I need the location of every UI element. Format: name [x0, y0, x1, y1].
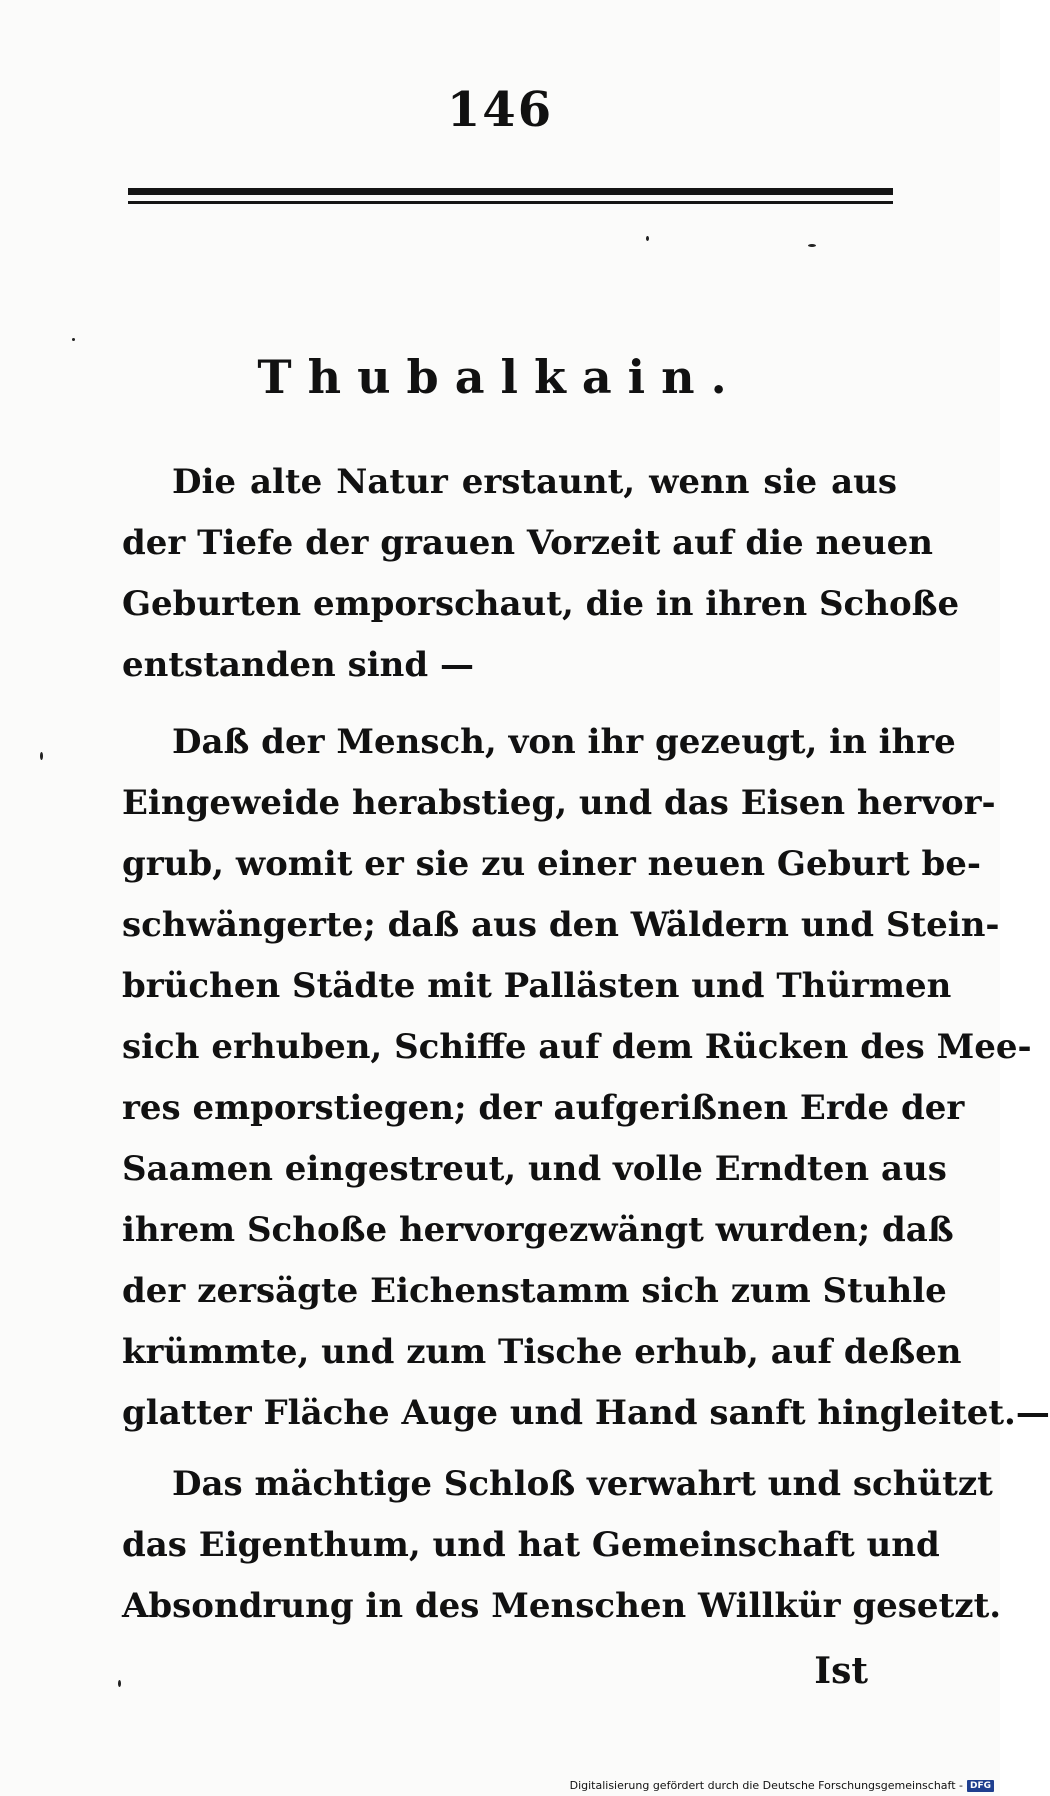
scan-speck — [646, 236, 649, 241]
text-line: Absondrung in des Menschen Willkür gesetzt. — [122, 1586, 1002, 1626]
text-line: Saamen eingestreut, und volle Erndten aus — [122, 1149, 947, 1189]
text-line: ihrem Schoße hervorgezwängt wurden; daß — [122, 1210, 954, 1250]
text-line: krümmte, und zum Tische erhub, auf deßen — [122, 1332, 962, 1372]
text-line: das Eigenthum, und hat Gemeinschaft und — [122, 1525, 940, 1565]
text-line: der Tiefe der grauen Vorzeit auf die neuen — [122, 523, 933, 563]
text-line: Geburten emporschaut, die in ihren Schoße — [122, 584, 960, 624]
text-line: Daß der Mensch, von ihr gezeugt, in ihre — [172, 722, 956, 762]
catchword: Ist — [814, 1650, 868, 1692]
paragraph-1 — [122, 452, 960, 696]
text-line: Die alte Natur erstaunt, wenn sie aus — [172, 462, 897, 502]
text-line: glatter Fläche Auge und Hand sanft hingleitet.— — [122, 1393, 1050, 1433]
chapter-title: Thubalkain. — [257, 350, 743, 404]
text-line: schwängerte; daß aus den Wäldern und Stein- — [122, 905, 1000, 945]
text-line: der zersägte Eichenstamm sich zum Stuhle — [122, 1271, 947, 1311]
header-rule-thick — [128, 188, 893, 195]
page-number: 146 — [446, 82, 554, 138]
paragraph-3 — [122, 1454, 1002, 1637]
text-line: Eingeweide herabstieg, und das Eisen hervor- — [122, 783, 996, 823]
digitization-footer — [570, 1779, 994, 1792]
scan-speck — [808, 244, 816, 247]
dfg-logo-icon: DFG — [967, 1780, 994, 1792]
scan-speck — [40, 752, 43, 760]
text-line: entstanden sind — — [122, 645, 475, 685]
header-rule-thin — [128, 201, 893, 204]
text-line: res emporstiegen; der aufgerißnen Erde der — [122, 1088, 965, 1128]
scan-speck — [118, 1680, 121, 1687]
text-line: brüchen Städte mit Pallästen und Thürmen — [122, 966, 952, 1006]
paragraph-2 — [122, 712, 1050, 1444]
text-line: grub, womit er sie zu einer neuen Geburt be- — [122, 844, 982, 884]
text-line: Das mächtige Schloß verwahrt und schützt — [172, 1464, 993, 1504]
text-line: sich erhuben, Schiffe auf dem Rücken des Mee- — [122, 1027, 1032, 1067]
scan-speck — [72, 338, 75, 341]
footer-credit: Digitalisierung gefördert durch die Deutsche Forschungsgemeinschaft - — [569, 1779, 963, 1792]
